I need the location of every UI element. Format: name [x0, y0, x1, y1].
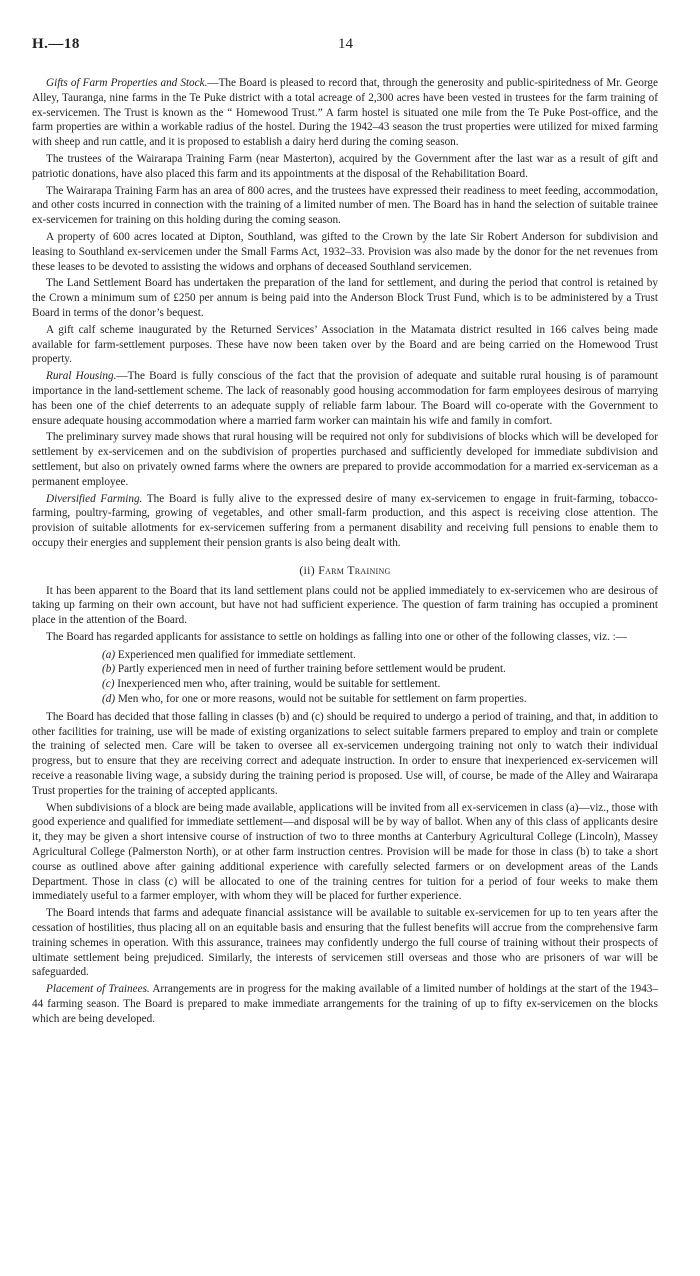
paragraph	[32, 801, 658, 905]
paragraph-text: A gift calf scheme inaugurated by the Returned Services’ Association in the Matamata district resulted in 166 calves being made available for farm-settlement purposes. These have now been taken over by the Board and are being carried on the Homewood Trust property.	[32, 323, 658, 366]
class-description: Experienced men qualified for immediate settlement.	[117, 648, 356, 661]
class-marker: (c)	[102, 678, 115, 691]
paragraph	[32, 323, 658, 367]
paragraph	[32, 76, 658, 150]
paragraph	[32, 369, 658, 428]
applicant-class-item	[102, 648, 658, 663]
paragraph-text: —The Board is fully conscious of the fact that the provision of adequate and suitable rural housing is of paramount importance in the land-settlement scheme. The lack of reasonably good housing accommodation for farm employees desirous of marrying has been one of the chief deterrents to an adequate supply of reliable farm labour. The Board will co-operate with the Government to ensure adequate housing accommodation where a married farm worker can maintain his wife and family in comfort.	[32, 370, 658, 427]
section-number: (ii)	[299, 562, 315, 577]
paragraph-lead-heading: Gifts of Farm Properties and Stock.	[46, 77, 208, 89]
class-marker: (b)	[102, 663, 116, 676]
class-marker: (a)	[102, 648, 116, 661]
paragraph-lead-heading: Diversified Farming.	[46, 492, 143, 505]
paragraph-group-farm-training	[32, 710, 658, 1027]
paragraph-text: —The Board is pleased to record that, through the generosity and public-spiritedness of Mr. George Alley, Tauranga, nine farms in the Te Puke district with a total acreage of 2,300 acres have been vested in trustees for the farm training of ex-servicemen. The Trust is known as the “ Homewood Trust.” A farm hostel is situated one mile from the Te Puke Post-office, and the farm properties are within a workable radius of the hostel. During the 1942–43 season the trust properties were utilized for mixed farming with sheep and run cattle, and it is proposed to establish a dairy herd during the coming season.	[32, 77, 658, 149]
paragraph	[32, 584, 658, 628]
paragraph-group-land-settlement	[32, 76, 658, 551]
paragraph	[32, 276, 658, 320]
paragraph	[32, 630, 658, 645]
paragraph-text: The Land Settlement Board has undertaken the preparation of the land for settlement, and during the period that control is retained by the Crown a minimum sum of £250 per annum is being paid into the Anderson Block Trust Fund, which is to be administered by a Trust Board in terms of the donor’s bequest.	[32, 277, 658, 319]
paragraph	[32, 184, 658, 228]
paragraph	[32, 906, 658, 980]
paragraph	[32, 982, 658, 1026]
paragraph-text: The Board has decided that those falling in classes (b) and (c) should be required to undergo a period of training, and that, in addition to other facilities for training, use will be made of existing organizations to select suitable farmers prepared to employ and train or complete the training of selected men. Care will be taken to oversee all ex-servicemen undergoing training not only to watch their individual progress, but to ensure that they are receiving correct and adequate instruction. In order to ensure that inexperienced ex-servicemen will receive a reasonable living wage, a subsidy during the training period is proposed. Use will, of course, be made of the Alley and Wairarapa Trust properties for the training of accepted applicants.	[32, 710, 658, 797]
section-title: Farm Training	[318, 562, 391, 577]
section-heading-farm-training	[32, 563, 658, 578]
paragraph-text: The Wairarapa Training Farm has an area of 800 acres, and the trustees have expressed their readiness to meet feeding, accommodation, and other costs incurred in connection with the training of a limited number of men. The Board has in hand the selection of suitable trainee ex-servicemen for training on this holding during the coming season.	[32, 184, 658, 227]
class-description: Inexperienced men who, after training, would be suitable for settlement.	[117, 678, 441, 691]
paragraph-text: When subdivisions of a block are being made available, applications will be invited from all ex-servicemen in class (a)—viz., those with good experience and qualified for immediate settlement—and disposal will be by way of ballot. When any of this class of applicants desire it, they may be given a short intensive course of instruction of two to three months at Canterbury Agricultural College (Lincoln), Massey Agricultural College (Palmerston North), or at other farm instruction centres. Provision will be made for those in class (b) to take a short course as outlined above after gaining additional experience with carefully selected farmers or on development areas of the Lands Department. Those in class (c) will be allocated to one of the training centres for tuition for a period of four weeks to make them immediately useful to a farmer employer, with whom they will be placed for further experience.	[32, 801, 658, 903]
paragraph-text: It has been apparent to the Board that its land settlement plans could not be applied immediately to ex-servicemen who are desirous of taking up farming on their own account, but have not had sufficient experience. The question of farm training has occupied a prominent place in the attention of the Board.	[32, 584, 658, 627]
paragraph-text: The Board is fully alive to the expressed desire of many ex-servicemen to engage in fruit-farming, tobacco-farming, poultry-farming, growing of vegetables, and other small-farm production, and this aspect is receiving close attention. The provision of suitable allotments for ex-servicemen suffering from a permanent disability and receiving full pensions to enable them to occupy their energies and supplement their pension grants is also being dealt with.	[32, 492, 658, 549]
paragraph-text: The preliminary survey made shows that rural housing will be required not only for subdivisions of blocks which will be developed for settlement by ex-servicemen and on the subdivision of properties purchased and sufficiently developed for immediate subdivision and settlement, but also on privately owned farms where the owners are prepared to provide accommodation for a married ex-serviceman as a permanent employee.	[32, 431, 658, 488]
paragraph	[32, 430, 658, 489]
applicant-class-item	[102, 662, 658, 677]
paragraph-text: Arrangements are in progress for the making available of a limited number of holdings at the start of the 1943–44 farming season. The Board is prepared to make immediate arrangements for the training of up to fifty ex-servicemen on the blocks which are being developed.	[32, 983, 658, 1025]
paragraph-lead-heading: Rural Housing.	[46, 370, 117, 383]
paragraph	[32, 152, 658, 182]
applicant-classes-list	[102, 648, 658, 707]
paragraph	[32, 230, 658, 274]
applicant-class-item	[102, 692, 658, 707]
page-number: 14	[338, 36, 353, 52]
paragraph-text: The trustees of the Wairarapa Training Farm (near Masterton), acquired by the Government after the last war as a result of gift and patriotic donations, have also placed this farm and its appointments at the disposal of the Rehabilitation Board.	[32, 152, 658, 180]
document-reference: H.—18	[32, 36, 80, 52]
paragraph-text: A property of 600 acres located at Dipton, Southland, was gifted to the Crown by the late Sir Robert Anderson for subdivision and leasing to Southland ex-servicemen under the Small Farms Act, 1932–33. Provision was also made by the donor for the net revenues from these leases to be devoted to assisting the widows and orphans of deceased Southland servicemen.	[32, 230, 658, 273]
body-text	[32, 76, 658, 1027]
paragraph	[32, 710, 658, 799]
paragraph-group-farm-training-intro	[32, 584, 658, 645]
class-description: Partly experienced men in need of further training before settlement would be prudent.	[117, 663, 506, 676]
paragraph-text: The Board intends that farms and adequate financial assistance will be available to suitable ex-servicemen for up to ten years after the cessation of hostilities, thus placing all on an equitable basis and ensuring that the fullest benefits will accrue from the comprehensive farm training schemes in operation. With this assurance, trainees may confidently undergo the full course of training without their prospects of ultimate settlement being prejudiced. Similarly, the interests of servicemen still overseas and those who are prisoners of war will be safeguarded.	[32, 907, 658, 979]
paragraph	[32, 492, 658, 551]
paragraph-text: The Board has regarded applicants for assistance to settle on holdings as falling into one or other of the following classes, viz. :—	[46, 630, 627, 643]
class-marker: (d)	[102, 693, 116, 706]
class-description: Men who, for one or more reasons, would not be suitable for settlement on farm properties.	[117, 693, 527, 706]
paragraph-lead-heading: Placement of Trainees.	[46, 983, 150, 996]
applicant-class-item	[102, 677, 658, 692]
page-header	[32, 36, 658, 64]
